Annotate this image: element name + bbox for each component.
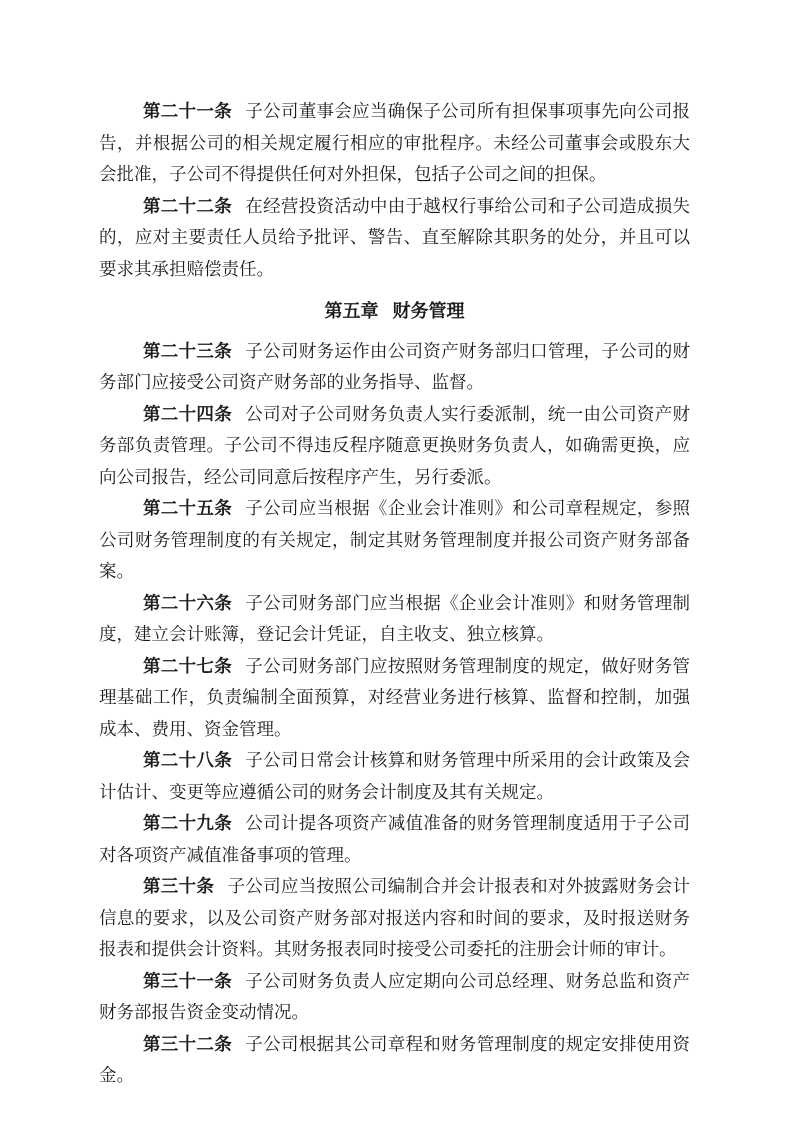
article-paragraph <box>99 745 690 808</box>
article-text: 公司计提各项资产减值准备的财务管理制度适用于子公司对各项资产减值准备事项的管理。 <box>99 813 690 865</box>
articles-before-chapter <box>99 96 690 285</box>
article-number: 第二十一条 <box>143 101 232 121</box>
chapter-title: 财务管理 <box>392 301 465 321</box>
article-paragraph <box>99 871 690 966</box>
article-text: 子公司应当根据《企业会计准则》和公司章程规定，参照公司财务管理制度的有关规定，制定其财务管理制度并报公司资产财务部备案。 <box>99 498 690 581</box>
article-number: 第二十七条 <box>143 655 232 676</box>
article-number: 第三十一条 <box>143 970 232 991</box>
article-paragraph <box>99 493 690 588</box>
article-paragraph <box>99 96 690 191</box>
chapter-heading <box>99 296 690 328</box>
chapter-number: 第五章 <box>324 301 379 321</box>
article-number: 第二十五条 <box>143 498 232 518</box>
article-paragraph <box>99 651 690 746</box>
article-paragraph <box>99 191 690 286</box>
article-paragraph <box>99 1029 690 1092</box>
article-text: 子公司董事会应当确保子公司所有担保事项事先向公司报告，并根据公司的相关规定履行相应的审批程序。未经公司董事会或股东大会批准，子公司不得提供任何对外担保，包括子公司之间的担保。 <box>99 101 690 184</box>
article-number: 第二十四条 <box>143 403 232 424</box>
article-paragraph <box>99 588 690 651</box>
article-number: 第二十六条 <box>143 592 232 613</box>
article-text: 子公司应当按照公司编制合并会计报表和对外披露财务会计信息的要求，以及公司资产财务部对报送内容和时间的要求，及时报送财务报表和提供会计资料。其财务报表同时接受公司委托的注册会计师的审计。 <box>99 876 691 959</box>
article-text: 子公司根据其公司章程和财务管理制度的规定安排使用资金。 <box>99 1033 690 1085</box>
article-number: 第二十八条 <box>143 750 232 770</box>
article-text: 子公司财务负责人应定期向公司总经理、财务总监和资产财务部报告资金变动情况。 <box>99 970 690 1022</box>
article-text: 子公司财务部门应按照财务管理制度的规定，做好财务管理基础工作，负责编制全面预算，对经营业务进行核算、监督和控制，加强成本、费用、资金管理。 <box>99 655 690 739</box>
article-number: 第二十三条 <box>143 340 232 361</box>
article-number: 第二十二条 <box>143 195 232 216</box>
article-paragraph <box>99 966 690 1029</box>
article-paragraph <box>99 808 690 871</box>
article-paragraph <box>99 399 690 494</box>
article-text: 子公司日常会计核算和财务管理中所采用的会计政策及会计估计、变更等应遵循公司的财务会计制度及其有关规定。 <box>99 750 690 802</box>
article-number: 第三十条 <box>143 876 215 896</box>
article-text: 公司对子公司财务负责人实行委派制，统一由公司资产财务部负责管理。子公司不得违反程序随意更换财务负责人，如确需更换，应向公司报告，经公司同意后按程序产生，另行委派。 <box>99 403 690 487</box>
article-number: 第二十九条 <box>143 813 232 833</box>
article-number: 第三十二条 <box>143 1033 232 1054</box>
articles-chapter-five <box>99 336 690 1092</box>
article-text: 子公司财务部门应当根据《企业会计准则》和财务管理制度，建立会计账簿，登记会计凭证，自主收支、独立核算。 <box>99 592 690 644</box>
article-text: 在经营投资活动中由于越权行事给公司和子公司造成损失的，应对主要责任人员给予批评、警告、直至解除其职务的处分，并且可以要求其承担赔偿责任。 <box>99 195 690 279</box>
article-paragraph <box>99 336 690 399</box>
article-text: 子公司财务运作由公司资产财务部归口管理，子公司的财务部门应接受公司资产财务部的业务指导、监督。 <box>99 340 690 392</box>
